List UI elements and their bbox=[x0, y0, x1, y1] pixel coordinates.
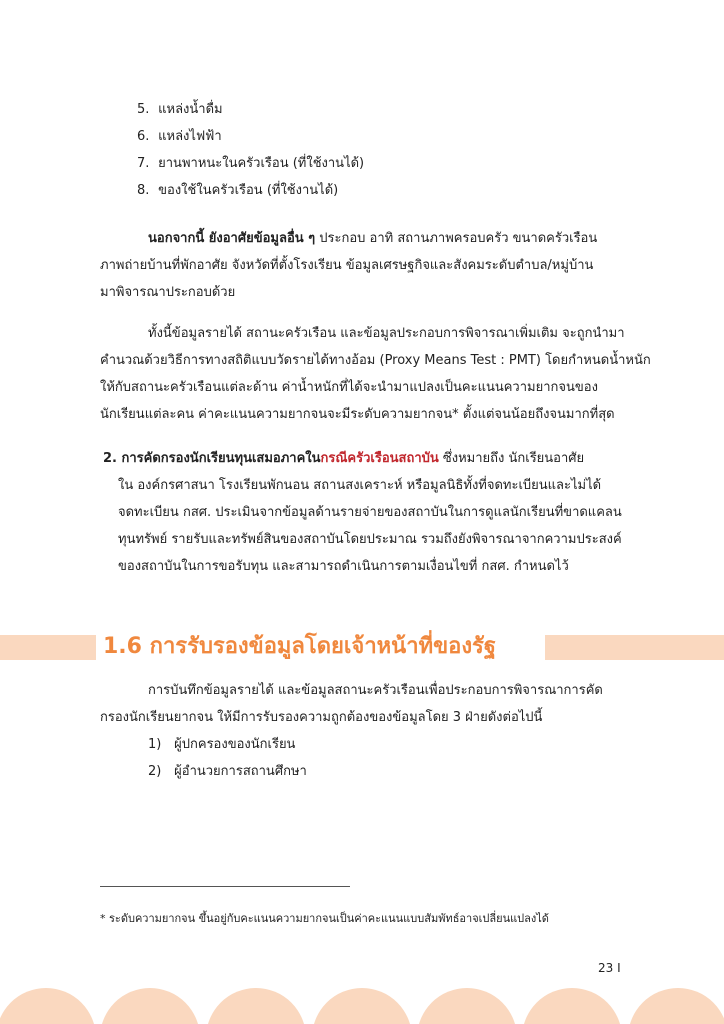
decorative-circles bbox=[0, 988, 724, 1024]
paragraph-line: ของสถาบันในการขอรับทุน และสามารถดำเนินการตามเงื่อนไขที่ กสศ. กำหนดไว้ bbox=[118, 559, 569, 574]
decor-circle bbox=[206, 988, 306, 1024]
paragraph-line: ใน องค์กรศาสนา โรงเรียนพักนอน สถานสงเคราะห์ หรือมูลนิธิทั้งที่จดทะเบียนและไม่ได้ bbox=[118, 478, 602, 493]
paragraph-line: จดทะเบียน กสศ. ประเมินจากข้อมูลด้านรายจ่ายของสถาบันในการดูแลนักเรียนที่ขาดแคลน bbox=[118, 505, 622, 520]
paragraph-line: ทุนทรัพย์ รายรับและทรัพย์สินของสถาบันโดยประมาณ รวมถึงยังพิจารณาจากความประสงค์ bbox=[118, 532, 622, 547]
footnote-divider bbox=[100, 886, 350, 887]
emphasis-text: กรณีครัวเรือนสถาบัน bbox=[320, 451, 439, 466]
list-item: 2) ผู้อำนวยการสถานศึกษา bbox=[148, 764, 307, 779]
decor-circle bbox=[417, 988, 517, 1024]
section-band-right bbox=[545, 635, 724, 660]
paragraph-line: คำนวณด้วยวิธีการทางสถิติแบบวัดรายได้ทางอ้อม (Proxy Means Test : PMT) โดยกำหนดน้ำหนัก bbox=[100, 353, 651, 368]
item-heading: 2. การคัดกรองนักเรียนทุนเสมอภาคในกรณีครัวเรือนสถาบัน ซึ่งหมายถึง นักเรียนอาศัย bbox=[103, 451, 585, 466]
page-number: 23 I bbox=[598, 961, 621, 975]
paragraph-line: ทั้งนี้ข้อมูลรายได้ สถานะครัวเรือน และข้อมูลประกอบการพิจารณาเพิ่มเติม จะถูกนำมา bbox=[148, 326, 625, 341]
section-title: 1.6 การรับรองข้อมูลโดยเจ้าหน้าที่ของรัฐ bbox=[103, 634, 497, 659]
list-item: 7. ยานพาหนะในครัวเรือน (ที่ใช้งานได้) bbox=[137, 156, 365, 171]
section-band-left bbox=[0, 635, 96, 660]
list-item: 6. แหล่งไฟฟ้า bbox=[137, 129, 222, 144]
decor-circle bbox=[312, 988, 412, 1024]
list-item: 8. ของใช้ในครัวเรือน (ที่ใช้งานได้) bbox=[137, 183, 339, 198]
list-item: 1) ผู้ปกครองของนักเรียน bbox=[148, 737, 296, 752]
footnote: * ระดับความยากจน ขึ้นอยู่กับคะแนนความยากจนเป็นค่าคะแนนแบบสัมพัทธ์อาจเปลี่ยนแปลงได้ bbox=[100, 912, 549, 925]
decor-circle bbox=[0, 988, 96, 1024]
paragraph-line: นอกจากนี้ ยังอาศัยข้อมูลอื่น ๆ ประกอบ อาทิ สถานภาพครอบครัว ขนาดครัวเรือน bbox=[148, 231, 598, 246]
list-item: 5. แหล่งน้ำดื่ม bbox=[137, 102, 223, 117]
paragraph-line: ให้กับสถานะครัวเรือนแต่ละด้าน ค่าน้ำหนักที่ได้จะนำมาแปลงเป็นคะแนนความยากจนของ bbox=[100, 380, 598, 395]
paragraph-line: การบันทึกข้อมูลรายได้ และข้อมูลสถานะครัวเรือนเพื่อประกอบการพิจารณาการคัด bbox=[148, 683, 603, 698]
decor-circle bbox=[628, 988, 724, 1024]
paragraph-line: กรองนักเรียนยากจน ให้มีการรับรองความถูกต้องของข้อมูลโดย 3 ฝ่ายดังต่อไปนี้ bbox=[100, 710, 543, 725]
paragraph-line: นักเรียนแต่ละคน ค่าคะแนนความยากจนจะมีระดับความยากจน* ตั้งแต่จนน้อยถึงจนมากที่สุด bbox=[100, 407, 615, 422]
paragraph-line: ภาพถ่ายบ้านที่พักอาศัย จังหวัดที่ตั้งโรงเรียน ข้อมูลเศรษฐกิจและสังคมระดับตำบล/หมู่บ้าน bbox=[100, 258, 594, 273]
decor-circle bbox=[522, 988, 622, 1024]
paragraph-line: มาพิจารณาประกอบด้วย bbox=[100, 285, 236, 300]
decor-circle bbox=[100, 988, 200, 1024]
